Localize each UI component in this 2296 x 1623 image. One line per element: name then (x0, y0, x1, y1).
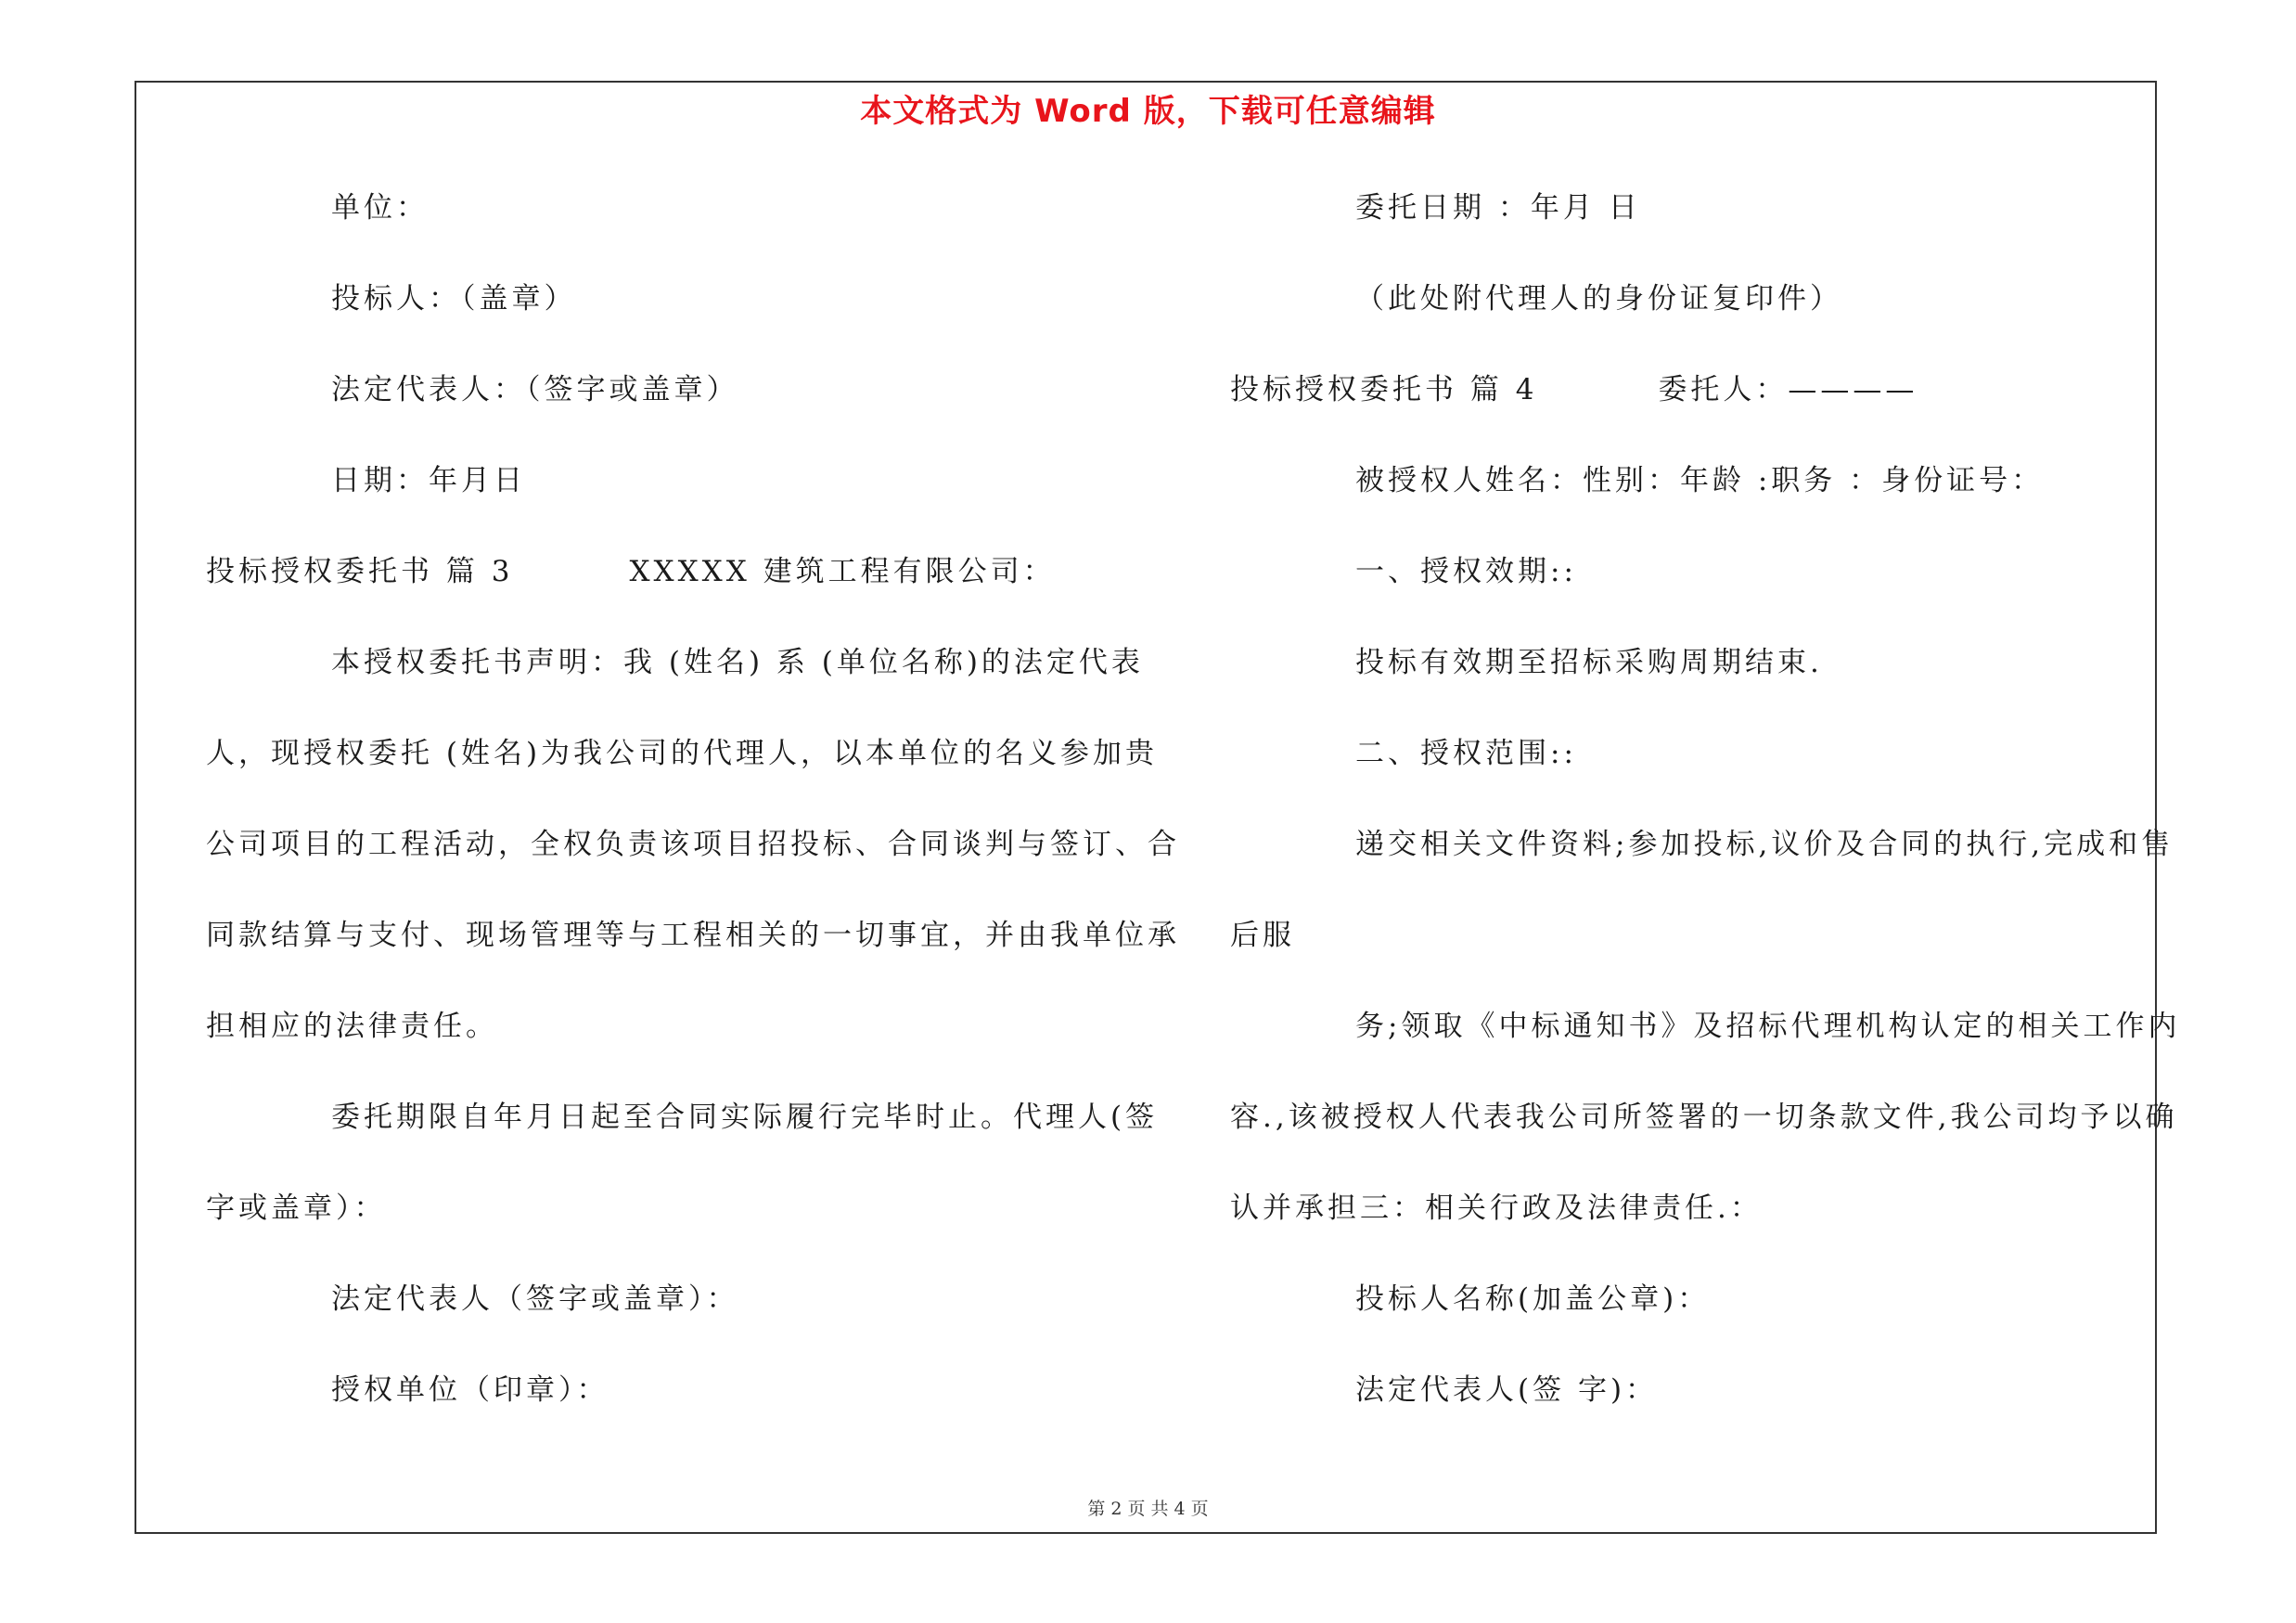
line-text: （此处附代理人的身份证复印件） (1355, 282, 1842, 316)
line-text: 日期：年月日 (331, 464, 526, 497)
line-text: 担相应的法律责任。 (206, 1010, 498, 1043)
text-line (206, 1095, 1159, 1186)
line-text: 投标人：（盖章） (331, 282, 577, 316)
line-text: 委托期限自年月日起至合同实际履行完毕时止。代理人(签 (331, 1101, 1159, 1134)
text-line (206, 640, 1144, 731)
text-line (206, 549, 1124, 640)
line-trailing-text: XXXXX 建筑工程有限公司： (629, 555, 1056, 588)
text-line (1230, 1277, 2150, 1368)
left-column (206, 186, 1180, 1459)
text-line (1230, 277, 2150, 367)
text-line (1230, 640, 2150, 731)
line-text: 公司项目的工程活动，全权负责该项目招投标、合同谈判与签订、合 (206, 828, 1180, 861)
line-text: 同款结算与支付、现场管理等与工程相关的一切事宜，并由我单位承 (206, 919, 1180, 952)
text-line (206, 458, 1124, 549)
text-line (1230, 458, 2150, 549)
text-line (206, 1186, 1124, 1277)
text-line (206, 367, 1124, 458)
line-text: 务;领取《中标通知书》及招标代理机构认定的相关工作内 (1355, 1010, 2181, 1043)
line-text: 法定代表人（签字或盖章）： (331, 1282, 739, 1316)
line-text: 投标人名称(加盖公章)： (1355, 1282, 1711, 1316)
line-trailing-text: 委托人：———— (1658, 373, 1918, 406)
word-format-banner: 本文格式为 Word 版，下载可任意编辑 (860, 93, 1436, 130)
text-line (206, 913, 1180, 1004)
line-text: 字或盖章）： (206, 1191, 387, 1225)
right-column (1230, 186, 2181, 1459)
text-line (206, 1368, 1124, 1459)
text-line (206, 1277, 1124, 1368)
text-line (1230, 1186, 2150, 1277)
text-line (206, 822, 1180, 913)
text-line (206, 186, 1124, 277)
line-text: 单位： (331, 191, 429, 225)
line-text: 投标授权委托书 篇 4 (1230, 373, 1538, 406)
text-line (1230, 549, 2150, 640)
text-line (1230, 367, 2150, 458)
line-text: 人，现授权委托 (姓名)为我公司的代理人，以本单位的名义参加贵 (206, 737, 1159, 770)
line-text: 后服 (1230, 919, 1295, 952)
line-text: 投标有效期至招标采购周期结束. (1355, 646, 1823, 679)
line-text: 授权单位（印章）： (331, 1373, 609, 1407)
line-text: 本授权委托书声明：我 (姓名) 系 (单位名称)的法定代表 (331, 646, 1144, 679)
text-line (1230, 1004, 2181, 1095)
line-text: 一、授权效期:: (1355, 555, 1577, 588)
text-line (1230, 1095, 2178, 1186)
text-line (206, 731, 1159, 822)
text-line (1230, 913, 2150, 1004)
text-line (1230, 822, 2174, 913)
text-line (1230, 731, 2150, 822)
line-text: 投标授权委托书 篇 3 (206, 555, 514, 588)
text-line (1230, 186, 2150, 277)
text-line (206, 1004, 1124, 1095)
line-text: 法定代表人(签 字)： (1355, 1373, 1659, 1407)
line-text: 被授权人姓名：性别：年龄 :职务 ：身份证号： (1355, 464, 2045, 497)
text-line (1230, 1368, 2150, 1459)
page-number-footer: 第 2 页 共 4 页 (1087, 1499, 1209, 1519)
line-text: 认并承担三：相关行政及法律责任.： (1230, 1191, 1763, 1225)
line-text: 二、授权范围:: (1355, 737, 1577, 770)
line-text: 委托日期 ：年月 日 (1355, 191, 1641, 225)
text-line (206, 277, 1124, 367)
line-text: 递交相关文件资料;参加投标,议价及合同的执行,完成和售 (1355, 828, 2174, 861)
line-text: 法定代表人：（签字或盖章） (331, 373, 739, 406)
line-text: 容.,该被授权人代表我公司所签署的一切条款文件,我公司均予以确 (1230, 1101, 2178, 1134)
